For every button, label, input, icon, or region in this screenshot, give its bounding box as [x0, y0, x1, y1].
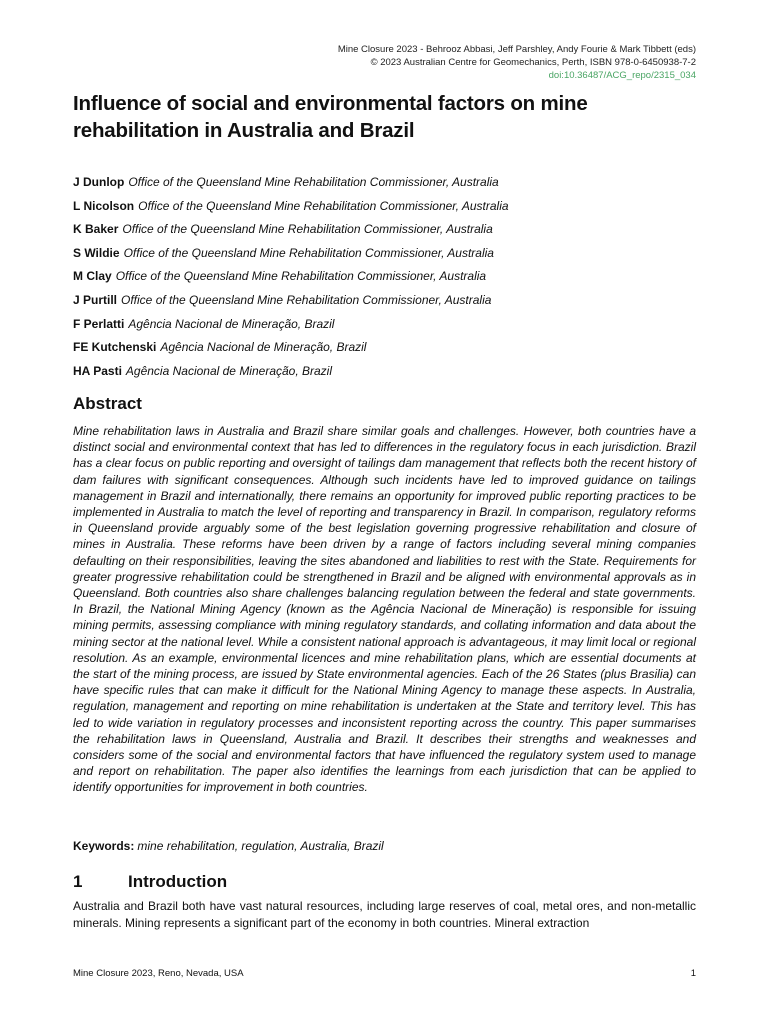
footer-page-number: 1: [690, 968, 696, 979]
author-name: L Nicolson: [73, 198, 135, 213]
author-name: K Baker: [73, 222, 119, 237]
abstract-heading: Abstract: [73, 394, 142, 413]
author-affiliation: Office of the Queensland Mine Rehabilitation Commissioner, Australia: [138, 198, 509, 213]
footer-conference: Mine Closure 2023, Reno, Nevada, USA: [73, 968, 244, 979]
author-list: [73, 174, 696, 386]
author-affiliation: Agência Nacional de Mineração, Brazil: [125, 363, 333, 378]
running-header: [338, 43, 696, 82]
author-name: FE Kutchenski: [73, 340, 157, 355]
author-affiliation: Office of the Queensland Mine Rehabilitation Commissioner, Australia: [121, 292, 492, 307]
author-entry: [73, 316, 696, 340]
author-entry: [73, 198, 696, 222]
author-entry: [73, 292, 696, 316]
keywords-text: mine rehabilitation, regulation, Australia, Brazil: [137, 839, 384, 853]
author-entry: [73, 245, 696, 269]
introduction-text: Australia and Brazil both have vast natural resources, including large reserves of coal, metal ores, and non-metallic minerals. Mining represents a significant part of the economy in both countries. Mineral extraction: [73, 899, 696, 930]
author-name: S Wildie: [73, 245, 120, 260]
author-name: HA Pasti: [73, 363, 122, 378]
author-affiliation: Office of the Queensland Mine Rehabilitation Commissioner, Australia: [122, 222, 493, 237]
abstract-text: Mine rehabilitation laws in Australia and Brazil share similar goals and challenges. However, both countries have a distinct social and environmental context that has led to differences in the regulatory focus in each jurisdiction. Brazil has a clear focus on public reporting and oversight of tailings dam management that reflects both the recent history of dam failures with significant consequences. Although such incidents have led to improved guidance on tailings management in Brazil and internationally, there remains an opportunity for improved public reporting practices to be implemented in Australia to match the level of reporting and transparency in Brazil. In comparison, regulatory reforms in Queensland provide arguably some of the best legislation governing progressive rehabilitation and closure of mines in Australia. These reforms have been driven by a range of factors including several mining companies defaulting on their responsibilities, leaving the sites abandoned and liabilities to rest with the State. Requirements for greater progressive rehabilitation could be strengthened in Brazil and be aligned with environmental approvals as in Queensland. Both countries also share challenges balancing regulation between the federal and state governments. In Brazil, the National Mining Agency (known as the Agência Nacional de Mineração) is responsible for issuing mining permits, assessing compliance with mining regulatory standards, and collating information and data about the mining sector at the national level. While a consistent national approach is advantageous, it may limit local or regional resolution. As an example, environmental licences and mine rehabilitation plans, which are essential documents at the start of the mining process, are issued by State environmental agencies. Each of the 26 States (plus Brasilia) can have specific rules that can make it difficult for the National Mining Agency to manage these aspects. In Australia, regulation, management and reporting on mine rehabilitation is undertaken at the State and territory level. This has led to wide variation in regulatory processes and inconsistent reporting across the country. This paper summarises the rehabilitation laws in Queensland, Australia and Brazil. It describes their strengths and weaknesses and considers some of the social and environmental factors that have influenced the regulatory system used to manage and report on rehabilitation. The paper also identifies the learnings from each jurisdiction that can be applied to identify opportunities for improvement in both countries.: [73, 424, 697, 795]
author-name: J Dunlop: [73, 175, 125, 189]
author-affiliation: Agência Nacional de Mineração, Brazil: [128, 316, 335, 331]
author-entry: [73, 221, 696, 245]
author-affiliation: Agência Nacional de Mineração, Brazil: [160, 340, 367, 355]
header-proceedings: Mine Closure 2023 - Behrooz Abbasi, Jeff Parshley, Andy Fourie & Mark Tibbett (eds): [337, 44, 696, 55]
section-title: Introduction: [128, 872, 228, 891]
paper-page: [73, 0, 696, 1024]
author-entry: [73, 268, 696, 292]
author-name: J Purtill: [73, 292, 118, 307]
author-affiliation: Office of the Queensland Mine Rehabilitation Commissioner, Australia: [115, 269, 487, 284]
author-entry: [73, 174, 696, 198]
header-doi-link[interactable]: doi:10.36487/ACG_repo/2315_034: [548, 70, 696, 81]
section-number: 1: [73, 872, 83, 891]
author-affiliation: Office of the Queensland Mine Rehabilitation Commissioner, Australia: [123, 245, 494, 260]
paper-title: Influence of social and environmental factors on mine rehabilitation in Australia and Brazil: [73, 92, 588, 142]
section-heading-introduction: [73, 871, 227, 893]
author-entry: [73, 339, 696, 363]
author-entry: [73, 363, 696, 387]
author-affiliation: Office of the Queensland Mine Rehabilitation Commissioner, Australia: [128, 175, 499, 189]
keywords-line: [73, 838, 696, 854]
header-copyright: © 2023 Australian Centre for Geomechanics, Perth, ISBN 978-0-6450938-7-2: [370, 57, 696, 68]
author-name: F Perlatti: [73, 316, 125, 331]
keywords-label: Keywords:: [73, 839, 135, 853]
author-name: M Clay: [73, 269, 112, 284]
